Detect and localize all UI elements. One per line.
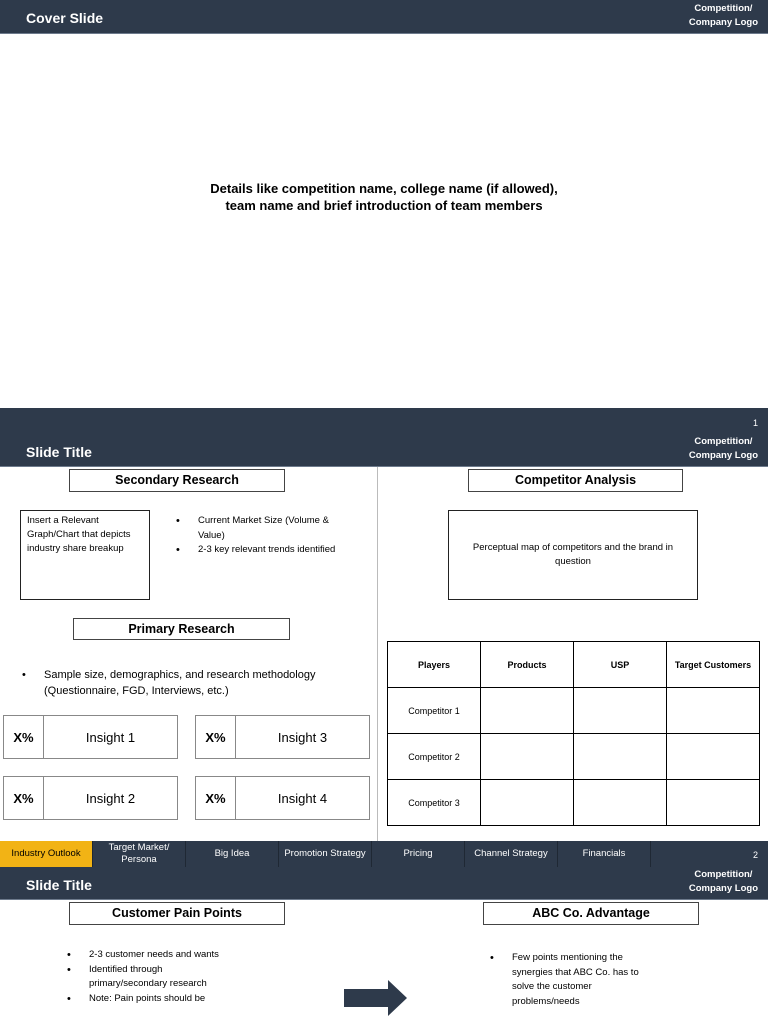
tab-pricing[interactable]: Pricing [372, 841, 465, 867]
logo-line-1: Competition/ [694, 3, 753, 14]
slide1-logo-placeholder [689, 2, 758, 30]
pain-point-bullet-2: • Identified through primary/secondary research [89, 963, 228, 992]
insight-label: Insight 2 [85, 790, 136, 806]
insight-pct: X% [4, 716, 44, 758]
advantage-bullet-1: • Few points mentioning the synergies that ABC Co. has to solve the customer problems/needs [512, 951, 656, 1009]
table-header-cell: USP [574, 642, 667, 688]
tab-financials[interactable]: Financials [558, 841, 651, 867]
competitor-table [387, 641, 760, 826]
section-tab-bar [0, 841, 768, 867]
table-row-label: Competitor 2 [388, 734, 481, 780]
table-header-cell: Target Customers [667, 642, 760, 688]
insight-label: Insight 3 [277, 729, 328, 745]
table-row [388, 734, 760, 780]
tab-big-idea[interactable]: Big Idea [186, 841, 279, 867]
advantage-bullets [486, 951, 656, 1009]
table-header-cell: Players [388, 642, 481, 688]
secondary-bullet-2: • 2-3 key relevant trends identified [198, 543, 342, 558]
slide2-header-bar [0, 434, 768, 467]
tab-promotion-strategy[interactable]: Promotion Strategy [279, 841, 372, 867]
slide3-header-bar [0, 867, 768, 900]
slide1-body-line-2: team name and brief introduction of team members [225, 198, 543, 213]
table-cell [574, 688, 667, 734]
insight-card-4 [195, 776, 370, 820]
pain-points-bullets [63, 948, 228, 1006]
insight-pct: X% [4, 777, 44, 819]
chart-placeholder-box: Insert a Relevant Graph/Chart that depicts industry share breakup [20, 510, 150, 600]
tab-industry-outlook[interactable]: Industry Outlook [0, 841, 93, 867]
table-cell [667, 688, 760, 734]
table-header-row [388, 642, 760, 688]
secondary-research-heading: Secondary Research [69, 469, 285, 492]
slide2-column-divider [377, 467, 378, 841]
perceptual-map-text: Perceptual map of competitors and the brand in question [472, 542, 674, 567]
insight-pct: X% [196, 716, 236, 758]
insight-card-1 [3, 715, 178, 759]
table-cell [667, 780, 760, 826]
slide1-footer-bar [0, 408, 768, 434]
table-cell [667, 734, 760, 780]
table-header-cell: Products [481, 642, 574, 688]
slide2-number: 2 [752, 850, 758, 860]
table-cell [481, 734, 574, 780]
table-row [388, 780, 760, 826]
perceptual-map-box [448, 510, 698, 600]
table-cell [574, 734, 667, 780]
slide2-title: Slide Title [26, 444, 92, 460]
primary-bullet-1: • Sample size, demographics, and research methodology (Questionnaire, FGD, Interviews, etc.) [44, 667, 358, 699]
table-row-label: Competitor 3 [388, 780, 481, 826]
secondary-bullet-1: • Current Market Size (Volume & Value) [198, 514, 342, 543]
pain-points-heading: Customer Pain Points [69, 902, 285, 925]
logo-line-2: Company Logo [688, 17, 758, 28]
pain-point-bullet-3: • Note: Pain points should be [89, 992, 228, 1007]
logo-line-1: Competition/ [694, 869, 753, 880]
slide1-body-line-1: Details like competition name, college name (if allowed), [210, 181, 558, 196]
abc-advantage-heading: ABC Co. Advantage [483, 902, 699, 925]
slide2-logo-placeholder [689, 435, 758, 463]
tab-target-market[interactable]: Target Market/ Persona [93, 841, 186, 867]
logo-line-2: Company Logo [688, 883, 758, 894]
slide1-body-text [0, 180, 768, 214]
tab-channel-strategy[interactable]: Channel Strategy [465, 841, 558, 867]
slide1-header-bar [0, 0, 768, 34]
pain-point-bullet-1: • 2-3 customer needs and wants [89, 948, 228, 963]
table-cell [574, 780, 667, 826]
secondary-research-bullets [172, 514, 342, 558]
slide1-number: 1 [752, 418, 758, 428]
insight-label: Insight 1 [85, 729, 136, 745]
table-cell [481, 780, 574, 826]
insight-card-3 [195, 715, 370, 759]
insight-label: Insight 4 [277, 790, 328, 806]
slide3-title: Slide Title [26, 877, 92, 893]
competitor-analysis-heading: Competitor Analysis [468, 469, 683, 492]
insight-pct: X% [196, 777, 236, 819]
primary-research-bullets [18, 667, 358, 699]
table-row-label: Competitor 1 [388, 688, 481, 734]
primary-research-heading: Primary Research [73, 618, 290, 640]
right-arrow-icon [344, 980, 408, 1016]
slide1-title: Cover Slide [26, 10, 104, 26]
logo-line-2: Company Logo [688, 450, 758, 461]
slide3-logo-placeholder [689, 868, 758, 896]
logo-line-1: Competition/ [694, 436, 753, 447]
table-row [388, 688, 760, 734]
insight-card-2 [3, 776, 178, 820]
table-cell [481, 688, 574, 734]
